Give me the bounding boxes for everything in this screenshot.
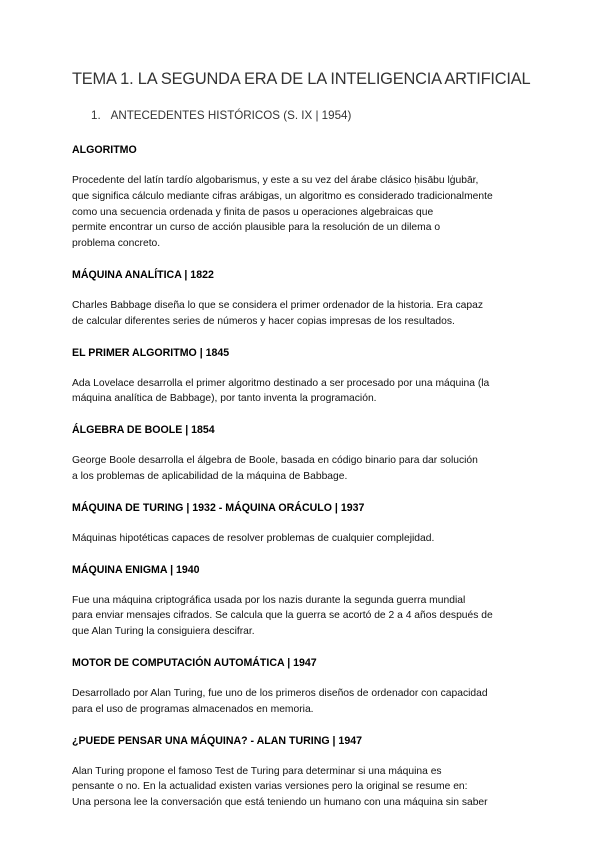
section-body	[72, 531, 532, 547]
document-title: TEMA 1. LA SEGUNDA ERA DE LA INTELIGENCIA ARTIFICIAL	[72, 70, 531, 88]
section-heading: MÁQUINA DE TURING | 1932 - MÁQUINA ORÁCULO | 1937	[72, 501, 365, 514]
section-body	[72, 298, 532, 330]
section-body	[72, 764, 532, 811]
body-line: como una secuencia ordenada y finita de pasos u operaciones algebraicas que	[72, 206, 434, 218]
sections-container	[72, 143, 532, 827]
section-heading: MOTOR DE COMPUTACIÓN AUTOMÁTICA | 1947	[72, 656, 317, 669]
body-line: a los problemas de aplicabilidad de la máquina de Babbage.	[72, 470, 348, 482]
section-heading: ¿PUEDE PENSAR UNA MÁQUINA? - ALAN TURING | 1947	[72, 734, 362, 747]
section-heading: MÁQUINA ENIGMA | 1940	[72, 563, 200, 576]
body-line: que Alan Turing la consiguiera descifrar.	[72, 626, 255, 638]
body-line: pensante o no. En la actualidad existen varias versiones pero la original se resume en:	[72, 781, 468, 793]
body-line: Alan Turing propone el famoso Test de Turing para determinar si una máquina es	[72, 765, 442, 777]
body-line: máquina analítica de Babbage), por tanto inventa la programación.	[72, 393, 377, 405]
section-body	[72, 686, 532, 718]
subtitle-text: ANTECEDENTES HISTÓRICOS (S. IX | 1954)	[110, 109, 352, 122]
section-heading: ÁLGEBRA DE BOOLE | 1854	[72, 424, 215, 437]
body-line: de calcular diferentes series de números y hacer copias impresas de los resultados.	[72, 315, 455, 327]
body-line: Fue una máquina criptográfica usada por los nazis durante la segunda guerra mundial	[72, 594, 466, 606]
body-line: permite encontrar un curso de acción plausible para la resolución de un dilema o	[72, 222, 441, 234]
section-heading: MÁQUINA ANALÍTICA | 1822	[72, 268, 214, 281]
body-line: problema concreto.	[72, 238, 161, 250]
body-line: que significa cálculo mediante cifras arábigas, un algoritmo es considerado tradicionalmente	[72, 190, 493, 202]
section-body	[72, 593, 532, 640]
section-body	[72, 453, 532, 485]
body-line: Máquinas hipotéticas capaces de resolver problemas de cualquier complejidad.	[72, 532, 435, 544]
body-line: Procedente del latín tardío algobarismus, y este a su vez del árabe clásico ḥisābu lġubār,	[72, 175, 479, 186]
body-line: para el uso de programas almacenados en memoria.	[72, 703, 314, 715]
body-line: Charles Babbage diseña lo que se considera el primer ordenador de la historia. Era capaz	[72, 299, 483, 311]
section	[72, 656, 532, 718]
subtitle-number: 1.	[91, 109, 101, 122]
section	[72, 423, 532, 485]
section	[72, 563, 532, 640]
section-body	[72, 376, 532, 408]
body-line: Ada Lovelace desarrolla el primer algoritmo destinado a ser procesado por una máquina (la	[72, 377, 490, 389]
body-line: para enviar mensajes cifrados. Se calcula que la guerra se acortó de 2 a 4 años después de	[72, 610, 493, 622]
body-line: Desarrollado por Alan Turing, fue uno de los primeros diseños de ordenador con capacidad	[72, 687, 488, 699]
section	[72, 143, 532, 252]
body-line: Una persona lee la conversación que está teniendo un humano con una máquina sin saber	[72, 797, 488, 809]
section	[72, 346, 532, 408]
section-heading: EL PRIMER ALGORITMO | 1845	[72, 346, 230, 359]
section	[72, 501, 532, 547]
body-line: George Boole desarrolla el álgebra de Boole, basada en código binario para dar solución	[72, 455, 478, 467]
section-heading: ALGORITMO	[72, 144, 137, 156]
section	[72, 268, 532, 330]
section	[72, 734, 532, 811]
section-body	[72, 173, 532, 252]
section-subtitle	[91, 109, 351, 122]
